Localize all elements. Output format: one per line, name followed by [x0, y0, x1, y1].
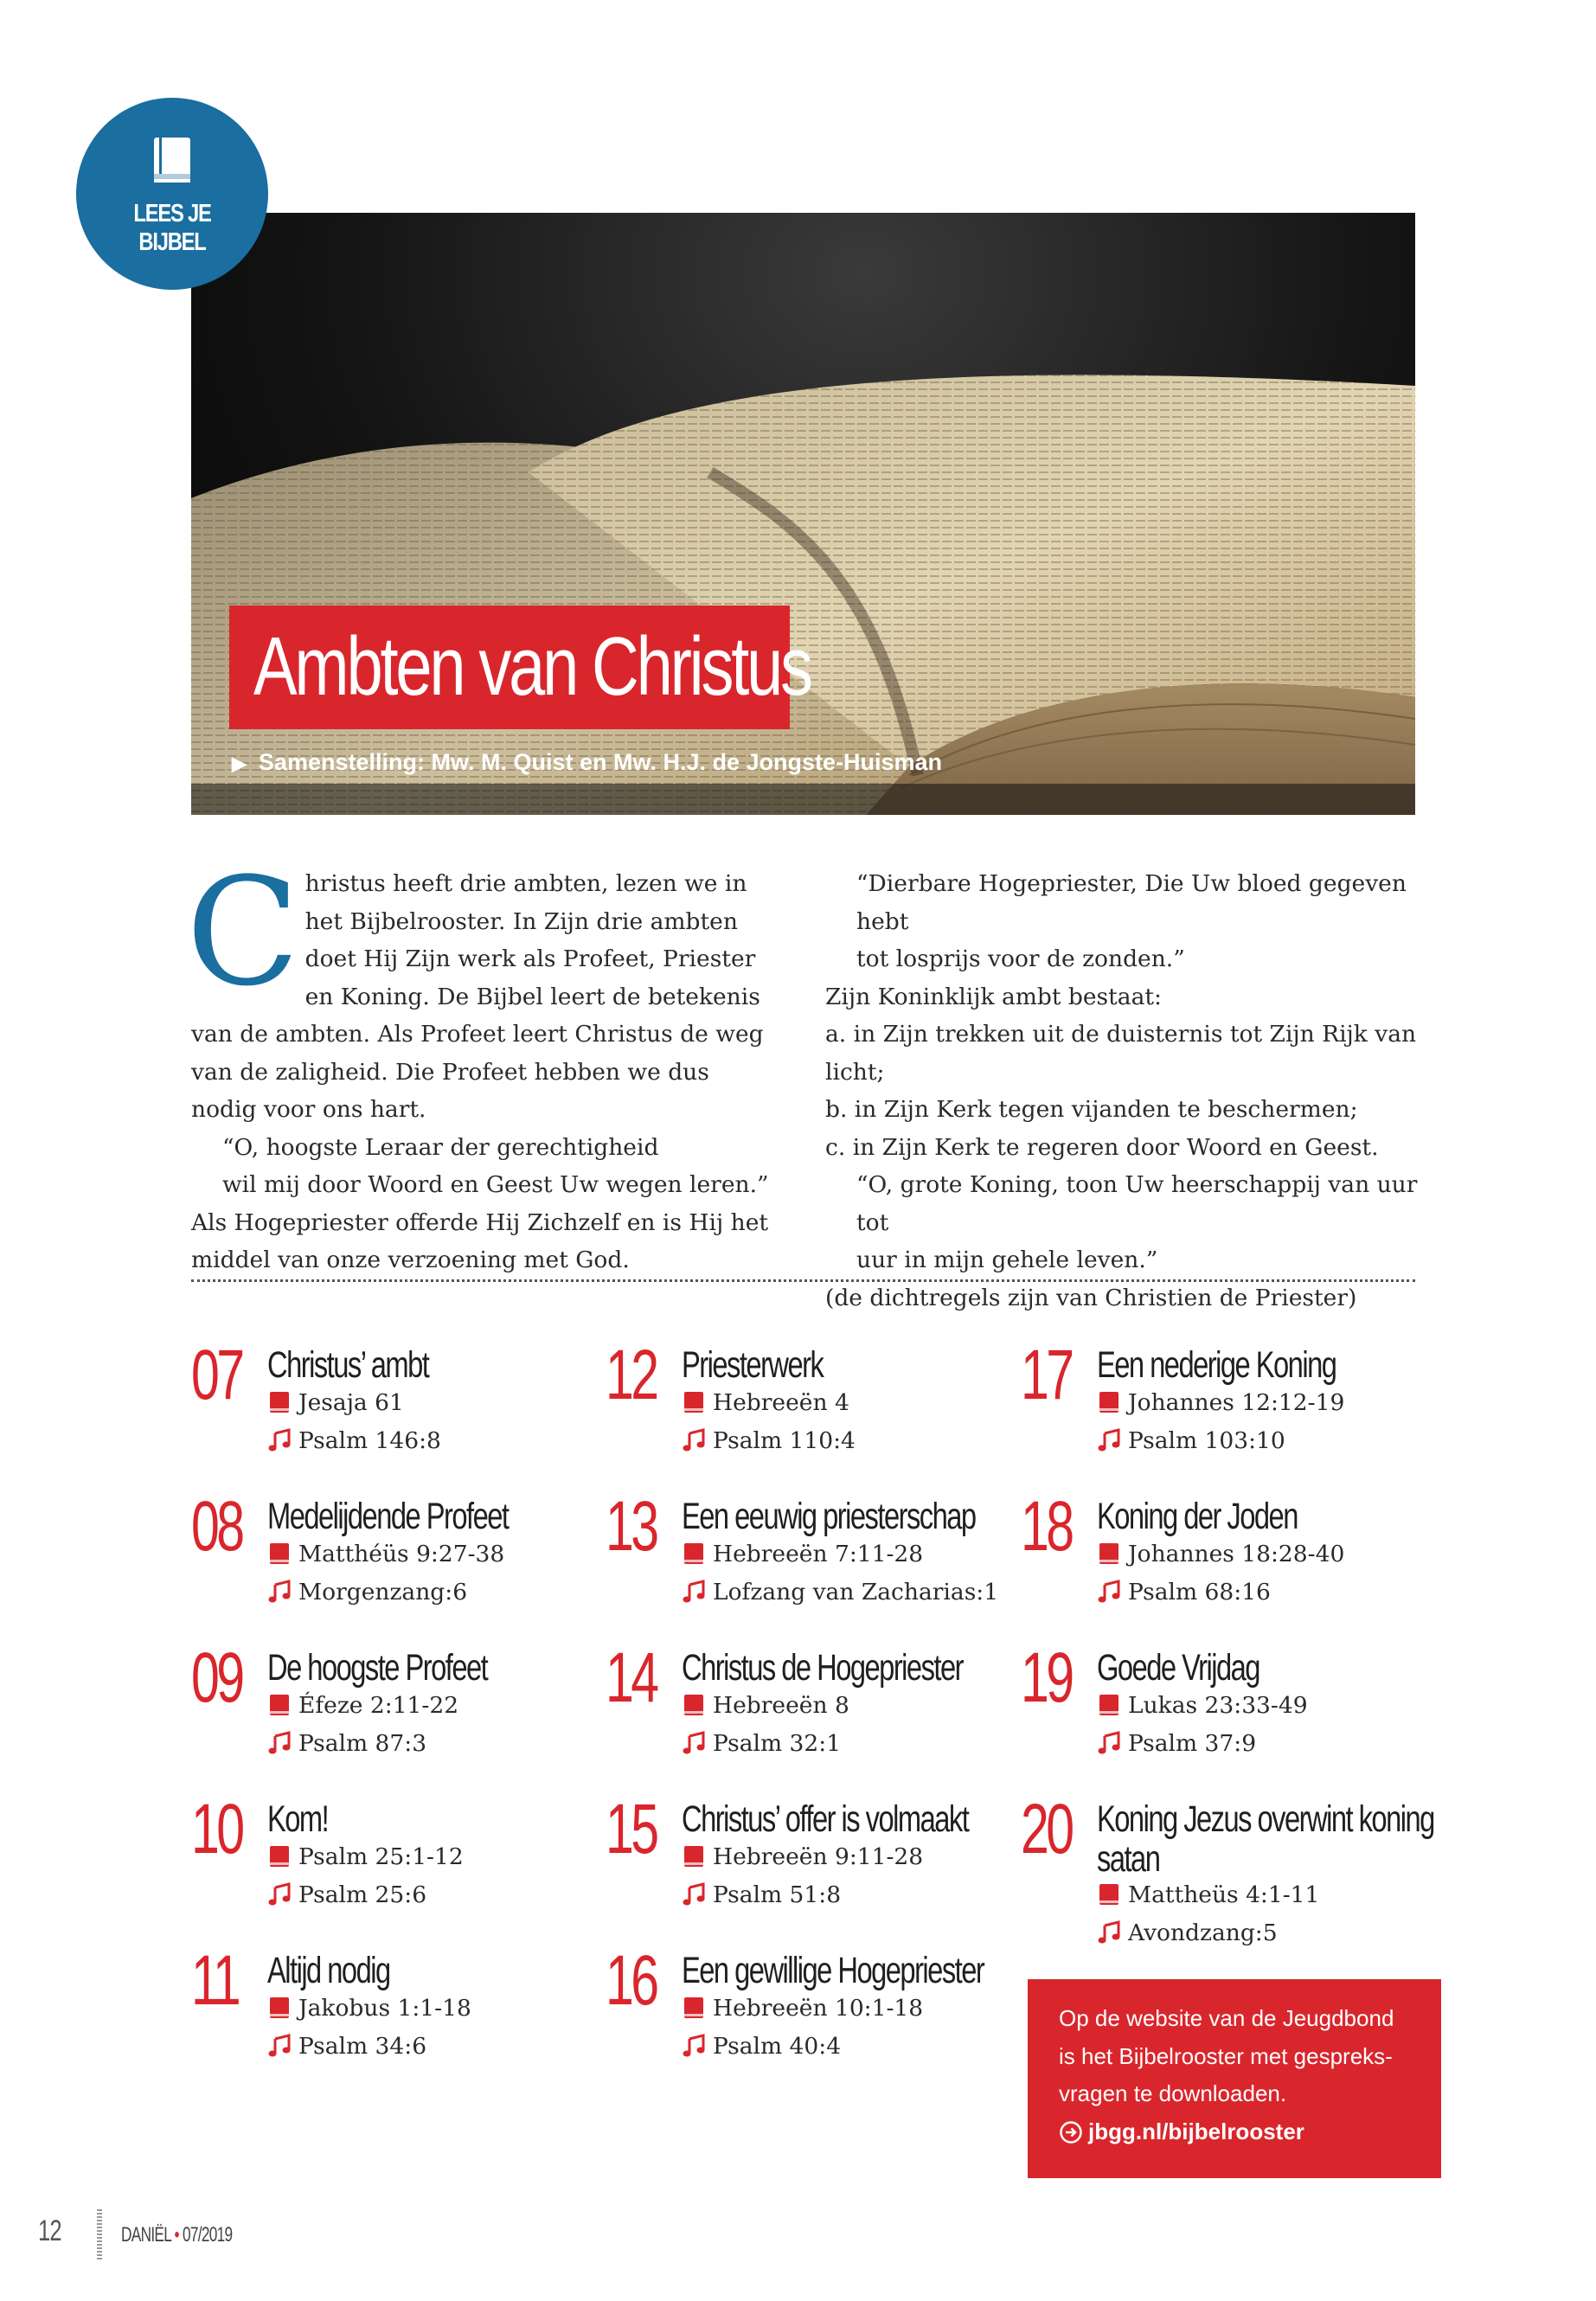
song-line	[1097, 1574, 1271, 1612]
music-note-icon	[1097, 1580, 1121, 1604]
day-number: 20	[1021, 1790, 1072, 1868]
day-number: 18	[1021, 1487, 1072, 1566]
book-icon	[145, 134, 199, 188]
song-text: Psalm 51:8	[713, 1881, 842, 1908]
entry-title: Christus’ ambt	[267, 1344, 429, 1386]
reading-line	[1097, 1384, 1344, 1422]
music-note-icon	[267, 2034, 292, 2058]
song-text: Avondzang:5	[1128, 1920, 1278, 1946]
song-text: Psalm 110:4	[713, 1427, 856, 1454]
reading-line	[682, 1838, 923, 1876]
reading-line	[682, 1990, 923, 2028]
page-number: 12	[38, 2214, 61, 2247]
intro-paragraph-2: Als Hogepriester offerde Hij Zichzelf en is Hij het middel van onze verzoening met God.	[191, 1208, 769, 1273]
promo-link-text[interactable]: jbgg.nl/bijbelrooster	[1088, 2118, 1304, 2144]
kingly-office-intro: Zijn Koninklijk ambt bestaat:	[825, 983, 1162, 1010]
intro-paragraph-1: hristus heeft drie ambten, lezen we in het Bijbelrooster. In Zijn drie ambten doet Hij Zijn werk als Profeet, Priester en Koning. De Bijbel leert de betekenis van de ambten. Als Profeet leert Christus de weg van de zaligheid. Die Profeet hebben we dus nodig voor ons hart.	[191, 870, 764, 1123]
quote-line-3: “Dierbare Hogepriester, Die Uw bloed gegeven hebt	[856, 870, 1407, 935]
music-note-icon	[1097, 1428, 1121, 1452]
day-number: 09	[191, 1638, 242, 1717]
bible-icon	[267, 1541, 292, 1566]
intro-left-column	[186, 845, 771, 1279]
intro-right-column	[825, 865, 1431, 1317]
song-line	[267, 1574, 467, 1612]
arrow-circle-icon	[1059, 2120, 1083, 2144]
quote-line-6: uur in mijn gehele leven.”	[856, 1247, 1158, 1273]
entry-title: Een nederige Koning	[1097, 1344, 1336, 1386]
issue-number: 07/2019	[182, 2223, 233, 2247]
reading-line	[267, 1990, 471, 2028]
music-note-icon	[1097, 1920, 1121, 1945]
music-note-icon	[1097, 1731, 1121, 1755]
promo-line-3: vragen te downloaden.	[1059, 2080, 1287, 2106]
reading-text: Hebreeën 7:11-28	[713, 1541, 924, 1567]
dotted-divider	[191, 1279, 1415, 1282]
reading-line	[1097, 1876, 1319, 1914]
song-line	[267, 1725, 426, 1763]
entry-title: Een eeuwig priesterschap	[682, 1496, 976, 1537]
bible-icon	[1097, 1693, 1121, 1717]
page-footer	[38, 2214, 233, 2248]
badge-label	[93, 200, 251, 257]
bible-icon	[267, 1390, 292, 1414]
song-line	[682, 1422, 856, 1460]
drop-cap: C	[186, 845, 300, 1019]
bible-icon	[682, 1541, 706, 1566]
song-line	[682, 1574, 998, 1612]
day-number: 11	[191, 1941, 239, 2020]
day-number: 12	[606, 1336, 657, 1414]
quote-line-4: tot losprijs voor de zonden.”	[856, 945, 1185, 972]
magazine-name: DANIËL	[121, 2223, 171, 2247]
bible-icon	[682, 1390, 706, 1414]
reading-text: Lukas 23:33-49	[1128, 1692, 1308, 1719]
music-note-icon	[267, 1882, 292, 1907]
byline	[232, 749, 942, 776]
song-text: Psalm 32:1	[713, 1730, 842, 1757]
bible-icon	[267, 1693, 292, 1717]
day-number: 19	[1021, 1638, 1072, 1717]
day-number: 07	[191, 1336, 242, 1414]
reading-text: Jesaja 61	[298, 1389, 404, 1416]
day-number: 17	[1021, 1336, 1072, 1414]
entry-title: Medelijdende Profeet	[267, 1496, 509, 1537]
day-number: 10	[191, 1790, 242, 1868]
kingly-office-a: a. in Zijn trekken uit de duisternis tot Zijn Rijk van licht;	[825, 1021, 1417, 1086]
song-line	[682, 2028, 841, 2066]
kingly-office-c: c. in Zijn Kerk te regeren door Woord en Geest.	[825, 1133, 1379, 1161]
reading-text: Psalm 25:1-12	[298, 1843, 464, 1870]
poem-credit: (de dichtregels zijn van Christien de Priester)	[825, 1284, 1357, 1311]
song-line	[682, 1725, 841, 1763]
reading-text: Jakobus 1:1-18	[298, 1995, 471, 2022]
song-text: Psalm 146:8	[298, 1427, 441, 1454]
reading-line	[267, 1535, 504, 1574]
song-line	[267, 1422, 441, 1460]
entry-title: Christus’ offer is volmaakt	[682, 1798, 969, 1840]
bible-icon	[1097, 1390, 1121, 1414]
entry-title	[1097, 1799, 1434, 1879]
music-note-icon	[682, 1428, 706, 1452]
day-number: 08	[191, 1487, 242, 1566]
entry-title-line-2: satan	[1097, 1838, 1160, 1880]
bible-icon	[1097, 1541, 1121, 1566]
reading-line	[1097, 1687, 1308, 1725]
bible-icon	[1097, 1882, 1121, 1907]
day-number: 14	[606, 1638, 657, 1717]
promo-line-1: Op de website van de Jeugdbond	[1059, 2005, 1394, 2031]
article-title: Ambten van Christus	[253, 620, 811, 713]
song-text: Psalm 40:4	[713, 2033, 842, 2060]
bible-icon	[682, 1996, 706, 2020]
reading-line	[682, 1687, 849, 1725]
music-note-icon	[267, 1428, 292, 1452]
song-text: Psalm 37:9	[1128, 1730, 1257, 1757]
entry-title: Een gewillige Hogepriester	[682, 1950, 984, 1991]
bible-icon	[267, 1844, 292, 1868]
song-line	[267, 2028, 426, 2066]
music-note-icon	[267, 1731, 292, 1755]
song-text: Psalm 103:10	[1128, 1427, 1285, 1454]
music-note-icon	[267, 1580, 292, 1604]
reading-text: Hebreeën 9:11-28	[713, 1843, 924, 1870]
reading-line	[267, 1384, 404, 1422]
music-note-icon	[682, 1882, 706, 1907]
badge-line-1: LEES JE	[133, 200, 211, 228]
reading-text: Hebreeën 4	[713, 1389, 849, 1416]
entry-title: Altijd nodig	[267, 1950, 390, 1991]
magazine-label	[121, 2223, 232, 2247]
entry-title: De hoogste Profeet	[267, 1647, 488, 1689]
reading-line	[682, 1384, 849, 1422]
bible-icon	[682, 1693, 706, 1717]
song-line	[1097, 1725, 1256, 1763]
promo-line-2: is het Bijbelrooster met gespreks-	[1059, 2042, 1393, 2069]
day-number: 13	[606, 1487, 657, 1566]
music-note-icon	[682, 2034, 706, 2058]
quote-line-5: “O, grote Koning, toon Uw heerschappij van uur tot	[856, 1171, 1418, 1236]
reading-text: Éfeze 2:11-22	[298, 1692, 459, 1719]
music-note-icon	[682, 1580, 706, 1604]
music-note-icon	[682, 1731, 706, 1755]
entry-title: Priesterwerk	[682, 1344, 824, 1386]
reading-line	[1097, 1535, 1344, 1574]
bible-icon	[682, 1844, 706, 1868]
song-text: Psalm 25:6	[298, 1881, 427, 1908]
byline-text: Samenstelling: Mw. M. Quist en Mw. H.J. de Jongste-Huisman	[258, 749, 943, 775]
promo-link[interactable]	[1059, 2113, 1422, 2151]
reading-line	[682, 1535, 923, 1574]
day-number: 15	[606, 1790, 657, 1868]
reading-line	[267, 1838, 464, 1876]
reading-line	[267, 1687, 458, 1725]
bible-icon	[267, 1996, 292, 2020]
song-text: Lofzang van Zacharias:1	[713, 1579, 999, 1606]
song-line	[1097, 1914, 1278, 1952]
song-line	[267, 1876, 426, 1914]
footer-separator: •	[174, 2223, 179, 2247]
kingly-office-b: b. in Zijn Kerk tegen vijanden te beschermen;	[825, 1096, 1358, 1123]
entry-title: Goede Vrijdag	[1097, 1647, 1259, 1689]
entry-title: Koning der Joden	[1097, 1496, 1298, 1537]
reading-text: Johannes 18:28-40	[1128, 1541, 1345, 1567]
badge-line-2: BIJBEL	[138, 228, 206, 256]
song-text: Morgenzang:6	[298, 1579, 468, 1606]
song-line	[1097, 1422, 1285, 1460]
reading-text: Johannes 12:12-19	[1128, 1389, 1345, 1416]
website-promo-box	[1028, 1979, 1441, 2178]
entry-title: Christus de Hogepriester	[682, 1647, 963, 1689]
quote-line-2: wil mij door Woord en Geest Uw wegen leren.”	[222, 1171, 769, 1198]
reading-text: Mattheüs 4:1-11	[1128, 1881, 1320, 1908]
song-line	[682, 1876, 841, 1914]
footer-divider	[97, 2208, 102, 2259]
reading-text: Hebreeën 10:1-18	[713, 1995, 924, 2022]
entry-title-line-1: Koning Jezus overwint koning	[1097, 1798, 1434, 1840]
play-arrow-icon: ▶	[232, 753, 247, 774]
entry-title: Kom!	[267, 1798, 329, 1840]
day-number: 16	[606, 1941, 657, 2020]
reading-text: Matthéüs 9:27-38	[298, 1541, 505, 1567]
song-text: Psalm 34:6	[298, 2033, 427, 2060]
quote-line-1: “O, hoogste Leraar der gerechtigheid	[222, 1133, 659, 1161]
song-text: Psalm 87:3	[298, 1730, 427, 1757]
lees-je-bijbel-badge	[76, 98, 268, 290]
song-text: Psalm 68:16	[1128, 1579, 1271, 1606]
reading-text: Hebreeën 8	[713, 1692, 849, 1719]
article-title-box	[229, 606, 811, 729]
